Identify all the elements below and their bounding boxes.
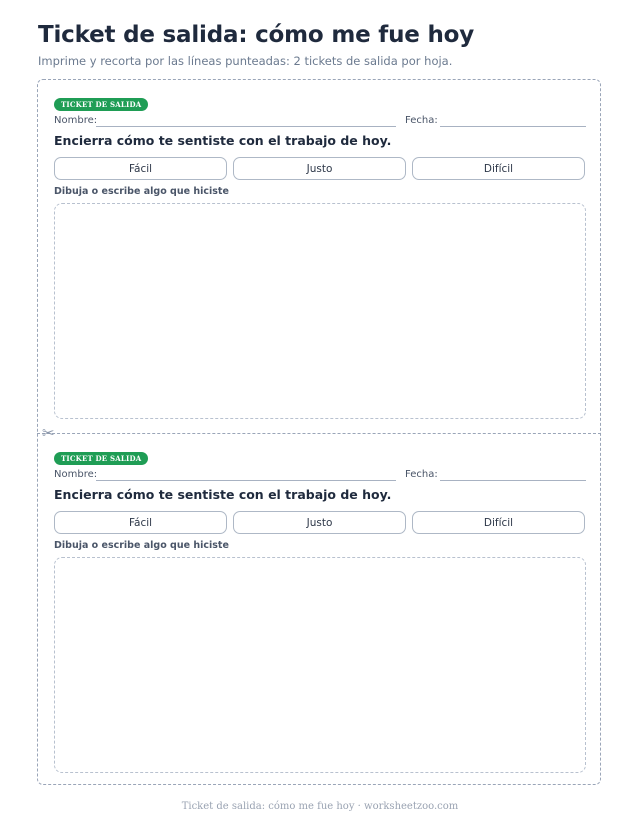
name-write-line[interactable] — [96, 126, 396, 127]
choice-easy[interactable]: Fácil — [54, 157, 227, 180]
feeling-choices — [54, 511, 586, 536]
name-date-row — [54, 115, 586, 129]
footer: Ticket de salida: cómo me fue hoy · worksheetzoo.com — [181, 801, 459, 812]
date-label: Fecha: — [405, 115, 438, 126]
date-write-line[interactable] — [440, 480, 586, 481]
draw-label: Dibuja o escribe algo que hiciste — [54, 540, 229, 551]
feeling-prompt: Encierra cómo te sentiste con el trabajo de hoy. — [54, 133, 392, 148]
date-label: Fecha: — [405, 469, 438, 480]
choice-hard[interactable]: Difícil — [412, 511, 585, 534]
choice-fair[interactable]: Justo — [233, 511, 406, 534]
date-write-line[interactable] — [440, 126, 586, 127]
ticket-badge: TICKET DE SALIDA — [54, 98, 148, 111]
choice-hard[interactable]: Difícil — [412, 157, 585, 180]
name-label: Nombre: — [54, 469, 98, 480]
choice-fair[interactable]: Justo — [233, 157, 406, 180]
feeling-prompt: Encierra cómo te sentiste con el trabajo de hoy. — [54, 487, 392, 502]
choice-easy[interactable]: Fácil — [54, 511, 227, 534]
page-title: Ticket de salida: cómo me fue hoy — [38, 22, 475, 48]
drawing-area[interactable] — [54, 557, 586, 773]
name-label: Nombre: — [54, 115, 98, 126]
draw-label: Dibuja o escribe algo que hiciste — [54, 186, 229, 197]
cut-line — [37, 433, 601, 434]
name-write-line[interactable] — [96, 480, 396, 481]
name-date-row — [54, 469, 586, 483]
drawing-area[interactable] — [54, 203, 586, 419]
page-subtitle: Imprime y recorta por las líneas punteadas: 2 tickets de salida por hoja. — [38, 54, 453, 68]
feeling-choices — [54, 157, 586, 182]
ticket-badge: TICKET DE SALIDA — [54, 452, 148, 465]
scissors-icon: ✂ — [42, 424, 55, 442]
